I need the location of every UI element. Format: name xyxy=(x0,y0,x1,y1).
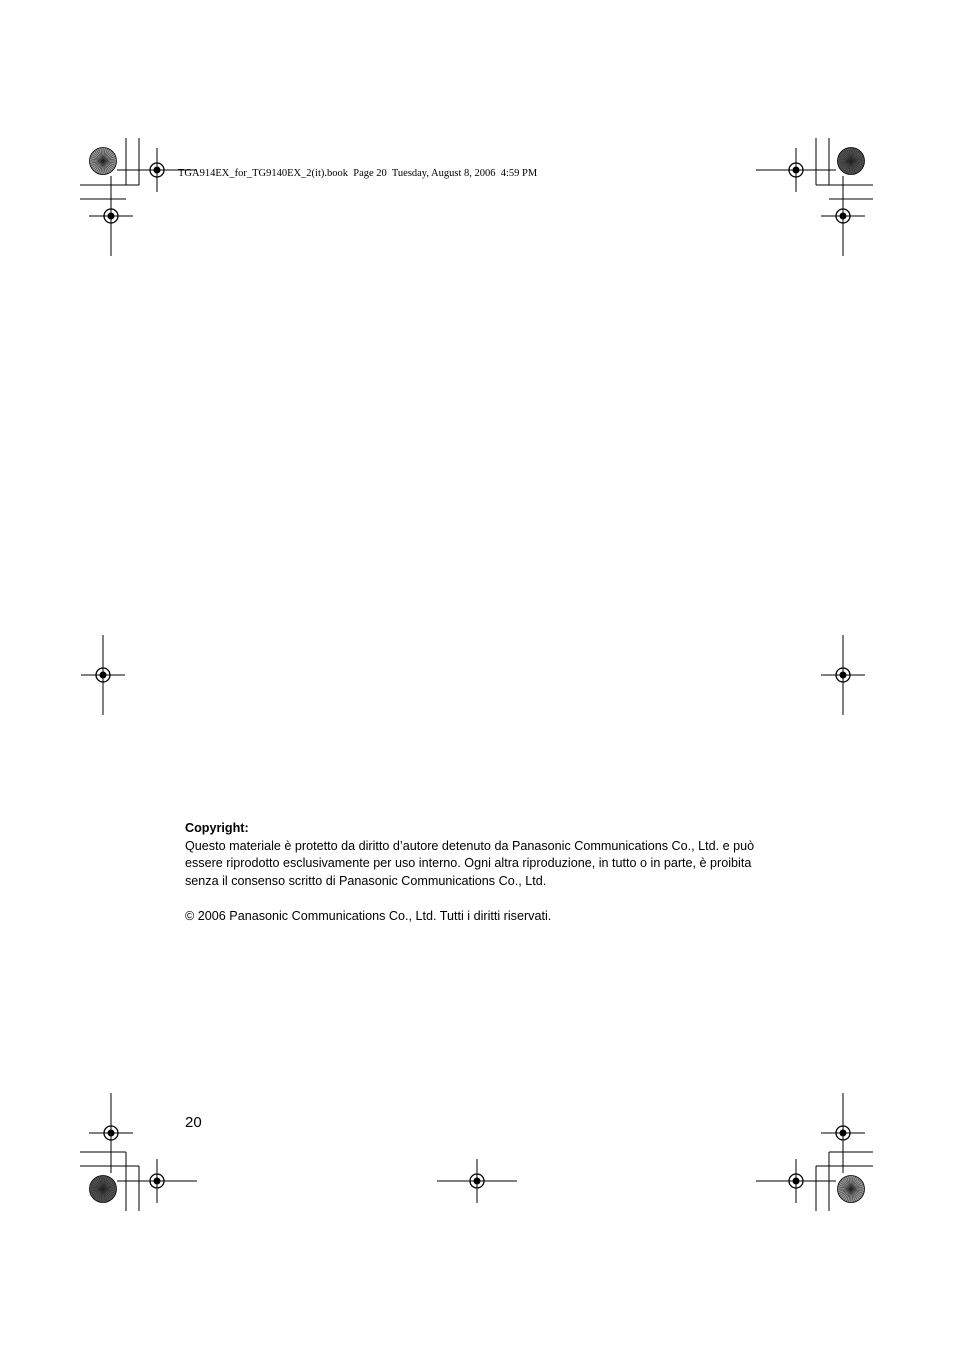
book-info-header: TGA914EX_for_TG9140EX_2(it).book Page 20 Tuesday, August 8, 2006 4:59 PM xyxy=(178,168,538,179)
copyright-body-line: Questo materiale è protetto da diritto d’autore detenuto da Panasonic Communications Co., Ltd. e può xyxy=(185,838,755,853)
registration-mark-icon xyxy=(437,1159,517,1203)
copyright-body-line: essere riprodotto esclusivamente per uso interno. Ogni altra riproduzione, in tutto o in parte, è proibita xyxy=(185,856,752,870)
registration-mark-icon xyxy=(821,1093,865,1173)
color-registration-rosette-icon xyxy=(90,1176,117,1203)
copyright-title: Copyright: xyxy=(185,821,249,835)
page-number: 20 xyxy=(185,1114,202,1131)
copyright-body-line: senza il consenso scritto di Panasonic Communications Co., Ltd. xyxy=(185,873,547,888)
registration-mark-icon xyxy=(821,635,865,715)
registration-mark-icon xyxy=(89,176,133,256)
color-registration-rosette-icon xyxy=(838,1176,865,1203)
registration-mark-icon xyxy=(821,176,865,256)
copyright-block xyxy=(185,820,785,925)
registration-mark-icon xyxy=(81,635,125,715)
copyright-notice: © 2006 Panasonic Communications Co., Ltd. Tutti i diritti riservati. xyxy=(185,908,552,923)
color-registration-rosette-icon xyxy=(90,148,117,175)
color-registration-rosette-icon xyxy=(838,148,865,175)
